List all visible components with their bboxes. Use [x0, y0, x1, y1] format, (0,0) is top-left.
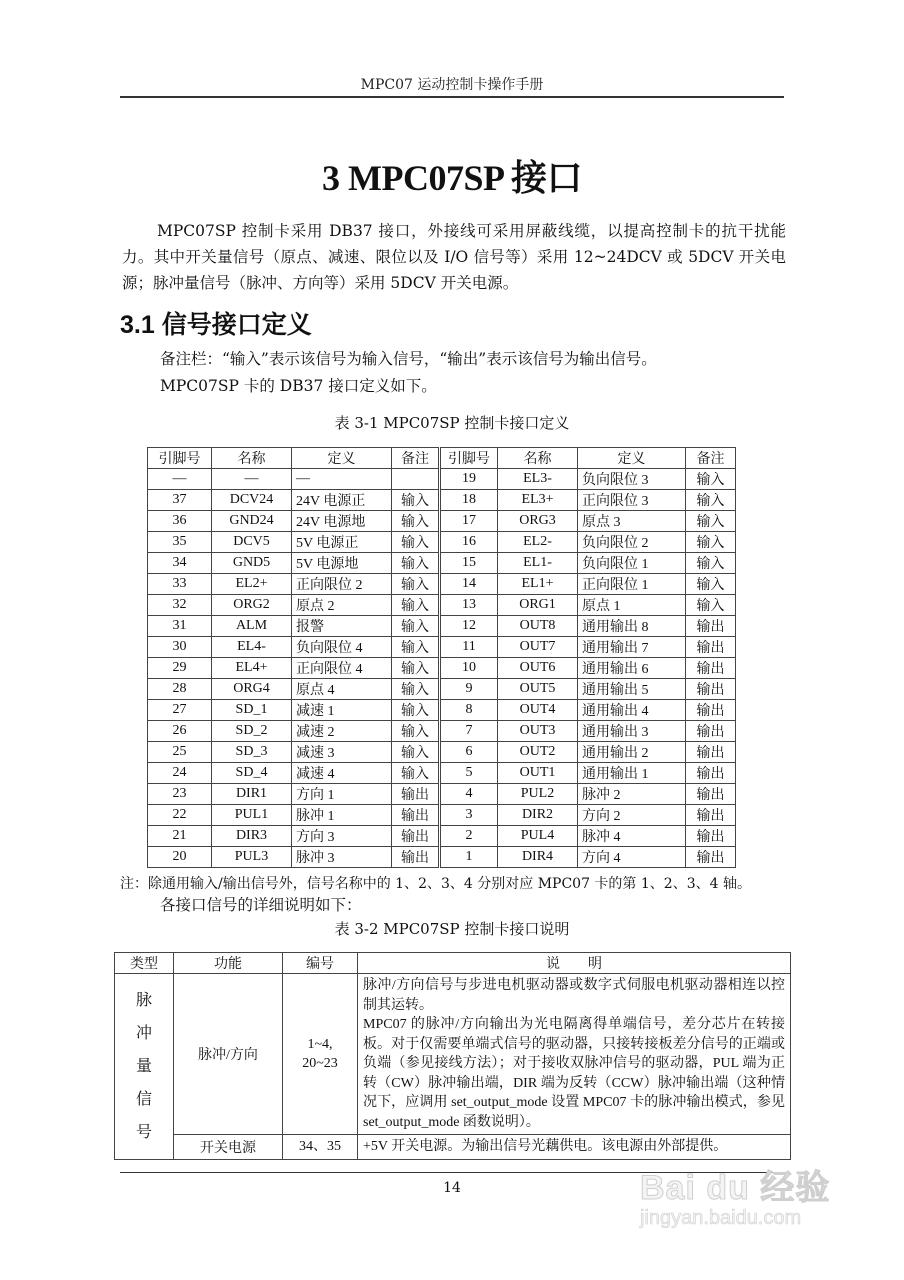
intro-text: MPC07SP 控制卡采用 DB37 接口，外接线可采用屏蔽线缆，以提高控制卡的抗干扰能力。其中开关量信号（原点、减速、限位以及 I/O 信号等）采用 12~24DCV 或 5DCV 开关电源；脉冲量信号（脉冲、方向等）采用 5DCV 开关电源。	[122, 222, 786, 292]
table1-footnote: 注：除通用输入/输出信号外，信号名称中的 1、2、3、4 分别对应 MPC07 卡的第 1、2、3、4 轴。	[120, 876, 751, 892]
header-definition: 定义	[578, 448, 686, 469]
signal-name: DIR4	[498, 847, 578, 868]
signal-remark: 输入	[392, 679, 440, 700]
signal-definition: 负向限位 4	[292, 637, 392, 658]
pin-number: 30	[148, 637, 212, 658]
pin-number: 15	[440, 553, 498, 574]
note-line-2: MPC07SP 卡的 DB37 接口定义如下。	[160, 377, 437, 395]
table-row	[148, 826, 736, 847]
signal-definition: 通用输出 1	[578, 763, 686, 784]
signal-remark: 输出	[686, 847, 736, 868]
pin-number: 25	[148, 742, 212, 763]
header-type: 类型	[115, 953, 174, 974]
signal-definition: 方向 3	[292, 826, 392, 847]
signal-name: —	[212, 469, 292, 490]
signal-definition: 原点 4	[292, 679, 392, 700]
signal-remark: 输入	[686, 553, 736, 574]
signal-name: GND24	[212, 511, 292, 532]
interface-description-table	[114, 952, 791, 1160]
signal-name: DIR2	[498, 805, 578, 826]
signal-definition: 负向限位 2	[578, 532, 686, 553]
signal-remark: 输出	[686, 721, 736, 742]
signal-definition: 报警	[292, 616, 392, 637]
signal-remark: 输入	[392, 637, 440, 658]
note-line-1: 备注栏：“输入”表示该信号为输入信号，“输出”表示该信号为输出信号。	[160, 350, 657, 368]
signal-remark: 输入	[392, 532, 440, 553]
signal-remark: 输入	[392, 511, 440, 532]
pin-number: 7	[440, 721, 498, 742]
description-paragraph: MPC07 的脉冲/方向输出为光电隔离得单端信号，差分芯片在转接板。对于仅需要单端式信号的驱动器，只接转接板差分信号的正端或负端（参见接线方法）；对于接收双脉冲信号的驱动器，PUL 端为正转（CW）脉冲输出端，DIR 端为反转（CCW）脉冲输出端（这种情况下，应调用 set_output_mode 设置 MPC07 卡的脉冲输出模式，参见 set_output_mode 函数说明）。	[363, 1017, 785, 1130]
pin-number: 6	[440, 742, 498, 763]
number-line: 20~23	[302, 1056, 338, 1071]
signal-name: DIR3	[212, 826, 292, 847]
signal-remark: 输入	[392, 616, 440, 637]
header-divider	[120, 96, 784, 98]
signal-remark: 输出	[686, 805, 736, 826]
signal-name: GND5	[212, 553, 292, 574]
signal-remark: 输入	[392, 658, 440, 679]
signal-name: ORG2	[212, 595, 292, 616]
table-row	[148, 637, 736, 658]
number-cell	[283, 974, 358, 1135]
signal-definition: 减速 1	[292, 700, 392, 721]
signal-name: EL2-	[498, 532, 578, 553]
pin-number: 12	[440, 616, 498, 637]
type-char: 量	[135, 1057, 152, 1075]
signal-name: EL3+	[498, 490, 578, 511]
section-title: 3.1 信号接口定义	[120, 311, 312, 339]
signal-definition: 5V 电源正	[292, 532, 392, 553]
signal-remark: 输出	[686, 763, 736, 784]
signal-name: EL4-	[212, 637, 292, 658]
signal-name: ORG4	[212, 679, 292, 700]
pin-number: 14	[440, 574, 498, 595]
pin-number: 21	[148, 826, 212, 847]
pin-definition-table	[147, 447, 736, 868]
signal-definition: 原点 2	[292, 595, 392, 616]
signal-name: PUL1	[212, 805, 292, 826]
signal-remark: 输入	[392, 574, 440, 595]
signal-definition: 负向限位 1	[578, 553, 686, 574]
signal-definition: 正向限位 4	[292, 658, 392, 679]
table-row	[148, 595, 736, 616]
signal-definition: 24V 电源正	[292, 490, 392, 511]
signal-definition: —	[292, 469, 392, 490]
description-cell: +5V 开关电源。为输出信号光藕供电。该电源由外部提供。	[358, 1135, 791, 1160]
signal-remark: 输入	[686, 532, 736, 553]
signal-definition: 负向限位 3	[578, 469, 686, 490]
signal-remark: 输出	[686, 658, 736, 679]
pin-number: 26	[148, 721, 212, 742]
pin-number: 33	[148, 574, 212, 595]
signal-name: PUL2	[498, 784, 578, 805]
header-remark: 备注	[686, 448, 736, 469]
signal-name: OUT5	[498, 679, 578, 700]
header-description: 说 明	[358, 953, 791, 974]
signal-definition: 24V 电源地	[292, 511, 392, 532]
table-header-row	[148, 448, 736, 469]
intro-paragraph	[122, 218, 786, 296]
pin-number: 37	[148, 490, 212, 511]
signal-remark: 输入	[392, 721, 440, 742]
table-row	[148, 469, 736, 490]
signal-definition: 脉冲 1	[292, 805, 392, 826]
signal-name: EL4+	[212, 658, 292, 679]
signal-definition: 方向 1	[292, 784, 392, 805]
signal-remark: 输入	[686, 595, 736, 616]
signal-remark: 输出	[686, 679, 736, 700]
description-paragraph: 脉冲/方向信号与步进电机驱动器或数字式伺服电机驱动器相连以控制其运转。	[363, 978, 785, 1013]
signal-definition: 脉冲 4	[578, 826, 686, 847]
signal-name: EL1-	[498, 553, 578, 574]
signal-remark: 输出	[686, 784, 736, 805]
signal-remark: 输入	[392, 763, 440, 784]
signal-name: ORG3	[498, 511, 578, 532]
table-row	[148, 847, 736, 868]
type-char: 信	[135, 1090, 152, 1108]
description-cell	[358, 974, 791, 1135]
signal-definition: 减速 2	[292, 721, 392, 742]
pin-number: 10	[440, 658, 498, 679]
baidu-watermark	[640, 1160, 860, 1240]
signal-definition: 通用输出 5	[578, 679, 686, 700]
pin-number: 23	[148, 784, 212, 805]
pin-number: 20	[148, 847, 212, 868]
running-header: MPC07 运动控制卡操作手册	[360, 77, 544, 93]
signal-definition: 正向限位 3	[578, 490, 686, 511]
pin-number: 35	[148, 532, 212, 553]
signal-name: SD_2	[212, 721, 292, 742]
section-note	[160, 346, 800, 400]
table-row	[148, 763, 736, 784]
signal-definition: 原点 1	[578, 595, 686, 616]
signal-definition: 通用输出 6	[578, 658, 686, 679]
signal-remark: 输出	[686, 700, 736, 721]
signal-remark: 输入	[686, 469, 736, 490]
signal-remark: 输出	[392, 784, 440, 805]
pin-number: 34	[148, 553, 212, 574]
signal-name: DCV24	[212, 490, 292, 511]
table-row	[148, 679, 736, 700]
signal-definition: 通用输出 8	[578, 616, 686, 637]
signal-name: DCV5	[212, 532, 292, 553]
signal-name: SD_4	[212, 763, 292, 784]
header-number: 编号	[283, 953, 358, 974]
pin-number: 9	[440, 679, 498, 700]
pin-number: 8	[440, 700, 498, 721]
type-cell	[115, 974, 174, 1160]
signal-name: OUT8	[498, 616, 578, 637]
signal-definition: 通用输出 2	[578, 742, 686, 763]
pin-number: 3	[440, 805, 498, 826]
signal-name: OUT1	[498, 763, 578, 784]
watermark-logo: Bai du 经验	[640, 1169, 831, 1207]
table-row	[148, 574, 736, 595]
signal-remark: 输出	[686, 637, 736, 658]
pin-number: —	[148, 469, 212, 490]
signal-name: OUT7	[498, 637, 578, 658]
signal-name: EL3-	[498, 469, 578, 490]
signal-name: OUT4	[498, 700, 578, 721]
table-row	[148, 742, 736, 763]
signal-remark: 输入	[392, 742, 440, 763]
header-pin: 引脚号	[148, 448, 212, 469]
chapter-title: 3 MPC07SP 接口	[322, 158, 582, 198]
header-pin: 引脚号	[440, 448, 498, 469]
table-row	[115, 974, 791, 1135]
table-row	[148, 784, 736, 805]
signal-remark: 输入	[392, 595, 440, 616]
signal-name: ALM	[212, 616, 292, 637]
signal-name: EL1+	[498, 574, 578, 595]
pin-number: 36	[148, 511, 212, 532]
table-row	[148, 532, 736, 553]
number-cell: 34、35	[283, 1135, 358, 1160]
signal-name: SD_1	[212, 700, 292, 721]
table-row	[148, 721, 736, 742]
pin-number: 13	[440, 595, 498, 616]
signal-name: OUT2	[498, 742, 578, 763]
pin-number: 5	[440, 763, 498, 784]
signal-remark: 输入	[686, 490, 736, 511]
type-char: 脉	[135, 991, 152, 1009]
table-row	[148, 511, 736, 532]
header-name: 名称	[498, 448, 578, 469]
signal-remark: 输出	[392, 805, 440, 826]
pin-number: 19	[440, 469, 498, 490]
signal-definition: 减速 4	[292, 763, 392, 784]
signal-remark: 输出	[686, 742, 736, 763]
signal-definition: 原点 3	[578, 511, 686, 532]
table-row	[148, 553, 736, 574]
pin-number: 18	[440, 490, 498, 511]
signal-name: OUT6	[498, 658, 578, 679]
page-number: 14	[443, 1180, 461, 1196]
signal-remark: 输出	[686, 616, 736, 637]
table-header-row	[115, 953, 791, 974]
pin-number: 22	[148, 805, 212, 826]
pin-number: 24	[148, 763, 212, 784]
header-remark: 备注	[392, 448, 440, 469]
signal-remark: 输入	[686, 574, 736, 595]
detail-intro: 各接口信号的详细说明如下：	[160, 896, 362, 914]
signal-remark: 输出	[392, 826, 440, 847]
signal-name: PUL4	[498, 826, 578, 847]
type-char: 冲	[135, 1024, 152, 1042]
signal-definition: 方向 2	[578, 805, 686, 826]
signal-name: PUL3	[212, 847, 292, 868]
pin-number: 31	[148, 616, 212, 637]
pin-number: 11	[440, 637, 498, 658]
pin-number: 16	[440, 532, 498, 553]
header-function: 功能	[174, 953, 283, 974]
signal-definition: 脉冲 2	[578, 784, 686, 805]
signal-definition: 通用输出 3	[578, 721, 686, 742]
pin-number: 1	[440, 847, 498, 868]
signal-name: SD_3	[212, 742, 292, 763]
table-row	[115, 1135, 791, 1160]
pin-number: 29	[148, 658, 212, 679]
signal-definition: 正向限位 2	[292, 574, 392, 595]
signal-remark	[392, 469, 440, 490]
signal-name: EL2+	[212, 574, 292, 595]
signal-remark: 输入	[392, 490, 440, 511]
header-definition: 定义	[292, 448, 392, 469]
signal-remark: 输出	[686, 826, 736, 847]
signal-definition: 通用输出 7	[578, 637, 686, 658]
function-cell: 开关电源	[174, 1135, 283, 1160]
table-row	[148, 805, 736, 826]
table-row	[148, 700, 736, 721]
function-cell: 脉冲/方向	[174, 974, 283, 1135]
signal-name: OUT3	[498, 721, 578, 742]
pin-number: 17	[440, 511, 498, 532]
signal-name: ORG1	[498, 595, 578, 616]
signal-remark: 输入	[686, 511, 736, 532]
signal-definition: 正向限位 1	[578, 574, 686, 595]
table-row	[148, 616, 736, 637]
pin-number: 27	[148, 700, 212, 721]
signal-remark: 输入	[392, 700, 440, 721]
type-char: 号	[135, 1123, 152, 1141]
table-row	[148, 490, 736, 511]
table-row	[148, 658, 736, 679]
table1-caption: 表 3-1 MPC07SP 控制卡接口定义	[334, 414, 570, 432]
number-line: 1~4,	[307, 1037, 333, 1052]
header-name: 名称	[212, 448, 292, 469]
signal-name: DIR1	[212, 784, 292, 805]
signal-definition: 方向 4	[578, 847, 686, 868]
pin-number: 28	[148, 679, 212, 700]
pin-number: 32	[148, 595, 212, 616]
signal-remark: 输入	[392, 553, 440, 574]
signal-remark: 输出	[392, 847, 440, 868]
signal-definition: 脉冲 3	[292, 847, 392, 868]
signal-definition: 减速 3	[292, 742, 392, 763]
pin-number: 2	[440, 826, 498, 847]
table2-caption: 表 3-2 MPC07SP 控制卡接口说明	[334, 920, 570, 938]
pin-number: 4	[440, 784, 498, 805]
signal-definition: 通用输出 4	[578, 700, 686, 721]
watermark-url: jingyan.baidu.com	[640, 1207, 802, 1229]
signal-definition: 5V 电源地	[292, 553, 392, 574]
